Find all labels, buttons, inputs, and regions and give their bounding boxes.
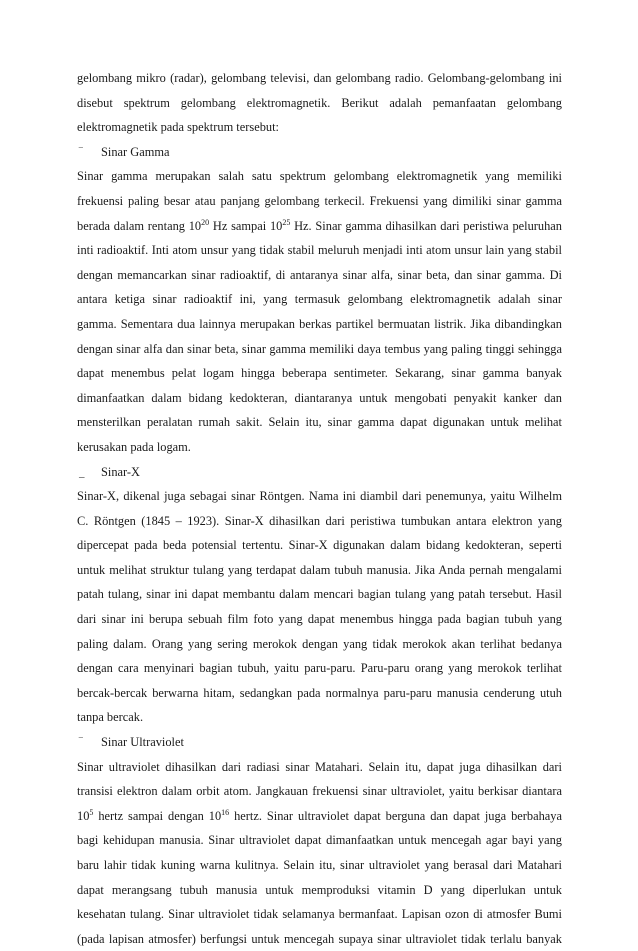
document-body (77, 66, 562, 951)
intro-line: disebut spektrum gelombang elektromagnetik. Berikut adalah pemanfaatan gelombang (77, 95, 562, 110)
section-title: Sinar Ultraviolet (101, 735, 184, 750)
paragraph-line: kesehatan tulang. Sinar ultraviolet tidak selamanya bermanfaat. Lapisan ozon di atmosfer Bumi (77, 907, 562, 922)
paragraph-line: (pada lapisan atmosfer) berfungsi untuk mencegah supaya sinar ultraviolet tidak terlalu banyak (77, 931, 562, 946)
section-heading-sinar-ultraviolet (77, 730, 562, 755)
paragraph-line: kerusakan pada logam. (77, 439, 191, 454)
paragraph-line: tanpa bercak. (77, 710, 144, 725)
paragraph-line: gamma. Sementara dua lainnya merupakan berkas partikel bermuatan listrik. Jika dibandingkan (77, 316, 562, 331)
paragraph-line: dengan sinar alfa dan sinar beta, sinar gamma memiliki daya tembus yang paling tinggi sehingga (77, 341, 562, 356)
list-bullet-icon: _ (79, 466, 85, 479)
exponent: 25 (282, 217, 291, 227)
paragraph-line: paling dalam. Orang yang sering merokok dengan yang tidak merokok akan terlihat bedanya (77, 636, 562, 651)
paragraph-line: dipercepat pada beda potensial tertentu. Sinar-X digunakan dalam bidang kedokteran, seperti (77, 538, 562, 553)
sinar-ultraviolet-paragraph (77, 755, 562, 951)
exponent: 5 (89, 807, 94, 817)
frequency-range-line: $10^5$ hertz sampai dengan $10^{16}$ hertz. Sinar ultraviolet dapat berguna dan dapat juga berbahaya (77, 807, 563, 823)
paragraph-line: inti radioaktif. Inti atom unsur yang tidak stabil meluruh menjadi inti atom unsur lain yang stabil (77, 243, 562, 258)
paragraph-line: dimanfaatkan dalam bidang kedokteran, diantaranya untuk mengobati penyakit kanker dan (77, 390, 562, 405)
paragraph-line: bagi kehidupan manusia. Sinar ultraviolet dapat dimanfaatkan untuk mencegah agar bayi yang (77, 833, 562, 848)
sinar-gamma-paragraph (77, 164, 562, 459)
paragraph-line: dari sinar ini berupa sebuah film foto yang dapat menembus hingga pada bagian tubuh yang (77, 612, 562, 627)
paragraph-line: antara ketiga sinar radioaktif ini, yang termasuk gelombang elektromagnetik adalah sinar (77, 292, 562, 307)
paragraph-line: frekuensi paling besar atau panjang gelombang terkecil. Frekuensi yang dimiliki sinar gamma (77, 193, 562, 208)
list-bullet-icon: ‾ (79, 146, 83, 159)
section-heading-sinar-x (77, 460, 562, 485)
exponent: 20 (201, 217, 210, 227)
paragraph-line: mensterilkan peralatan rumah sakit. Selain itu, sinar gamma dapat digunakan untuk melihat (77, 415, 562, 430)
sinar-x-paragraph (77, 484, 562, 730)
section-title: Sinar Gamma (101, 144, 170, 159)
paragraph-line: bercak-bercak berwarna hitam, sedangkan pada normalnya paru-paru manusia cenderung utuh (77, 685, 562, 700)
paragraph-line: dengan cara menyinari bagian tubuh, yaitu paru-paru. Paru-paru orang yang merokok terlihat (77, 661, 562, 676)
paragraph-line: dapat merangsang tubuh manusia untuk memproduksi vitamin D yang diperlukan untuk (77, 882, 562, 897)
intro-line: elektromagnetik pada spektrum tersebut: (77, 120, 279, 135)
section-title: Sinar-X (101, 464, 140, 479)
paragraph-line: Sinar-X, dikenal juga sebagai sinar Röntgen. Nama ini diambil dari penemunya, yaitu Wilhelm (77, 489, 562, 504)
section-heading-sinar-gamma (77, 140, 562, 165)
paragraph-line: Sinar ultraviolet dihasilkan dari radiasi sinar Matahari. Selain itu, dapat juga dihasilkan dari (77, 759, 562, 774)
paragraph-line: dapat menembus pelat logam hingga beberapa sentimeter. Sekarang, sinar gamma banyak (77, 366, 562, 381)
paragraph-line: patah tulang, sinar ini dapat membantu dalam mencari bagian tulang yang patah tersebut. Hasil (77, 587, 562, 602)
paragraph-line: dengan memancarkan sinar radioaktif, di antaranya sinar alfa, sinar beta, dan sinar gamma. Di (77, 267, 562, 282)
paragraph-line: baru lahir tidak kuning warna kulitnya. Selain itu, sinar ultraviolet yang berasal dari Matahari (77, 858, 562, 872)
paragraph-line: C. Röntgen (1845 – 1923). Sinar-X dihasilkan dari peristiwa tumbukan antara elektron yang (77, 513, 562, 528)
exponent: 16 (221, 807, 230, 817)
list-bullet-icon: ‾ (79, 737, 83, 750)
paragraph-line: Sinar gamma merupakan salah satu spektrum gelombang elektromagnetik yang memiliki (77, 169, 562, 184)
frequency-range-line: berada dalam rentang $10^{20}$ Hz sampai $10^{25}$ Hz. Sinar gamma dihasilkan dari peristiwa peluruhan (77, 217, 562, 233)
intro-line: gelombang mikro (radar), gelombang televisi, dan gelombang radio. Gelombang-gelombang ini (77, 71, 562, 85)
paragraph-line: transisi elektron dalam orbit atom. Jangkauan frekuensi sinar ultraviolet, yaitu berkisar diantara (77, 784, 562, 799)
paragraph-line: untuk melihat struktur tulang yang terdapat dalam tubuh manusia. Jika Anda pernah mengalami (77, 562, 562, 577)
intro-paragraph (77, 66, 562, 140)
